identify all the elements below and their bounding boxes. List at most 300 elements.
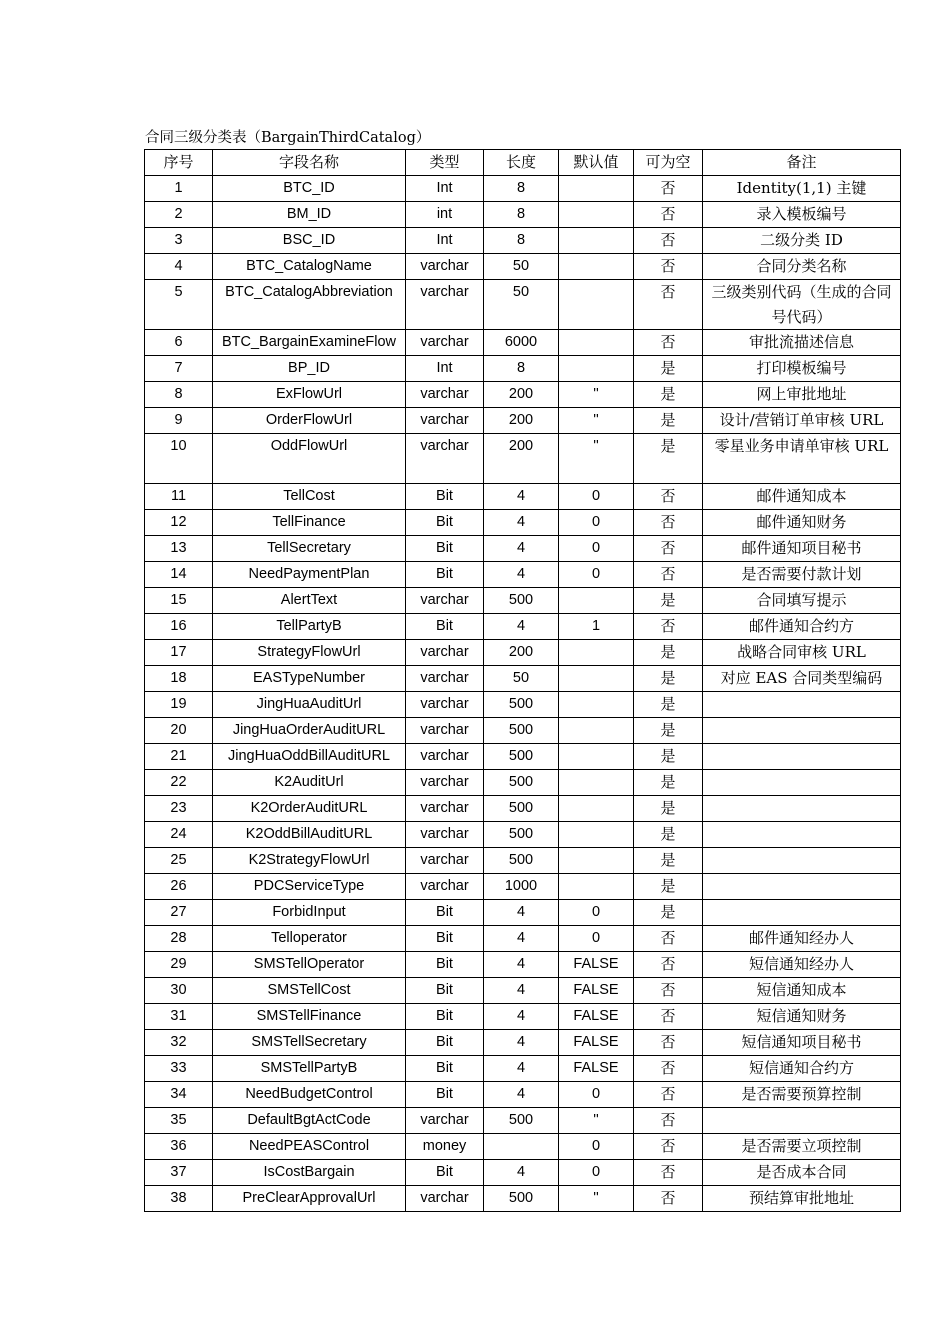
cell-field-name: JingHuaAuditUrl — [213, 692, 406, 718]
cell-nullable: 否 — [634, 1030, 703, 1056]
cell-seq: 26 — [145, 874, 213, 900]
cell-seq: 31 — [145, 1004, 213, 1030]
cell-field-name: DefaultBgtActCode — [213, 1108, 406, 1134]
cell-length: 4 — [484, 1160, 559, 1186]
cell-remark — [703, 770, 901, 796]
cell-default: '' — [559, 408, 634, 434]
cell-seq: 10 — [145, 434, 213, 484]
cell-default: 0 — [559, 562, 634, 588]
cell-field-name: TellFinance — [213, 510, 406, 536]
cell-seq: 28 — [145, 926, 213, 952]
cell-field-name: AlertText — [213, 588, 406, 614]
cell-type: varchar — [406, 874, 484, 900]
cell-field-name: BTC_BargainExamineFlow — [213, 330, 406, 356]
cell-field-name: TellPartyB — [213, 614, 406, 640]
cell-nullable: 否 — [634, 562, 703, 588]
cell-type: Bit — [406, 614, 484, 640]
table-body — [145, 176, 901, 1212]
cell-default — [559, 718, 634, 744]
table-header-row — [145, 150, 901, 176]
cell-length: 500 — [484, 822, 559, 848]
cell-field-name: K2OddBillAuditURL — [213, 822, 406, 848]
cell-field-name: OddFlowUrl — [213, 434, 406, 484]
cell-type: varchar — [406, 330, 484, 356]
cell-type: varchar — [406, 848, 484, 874]
cell-type: Bit — [406, 1056, 484, 1082]
cell-default: '' — [559, 434, 634, 484]
cell-seq: 14 — [145, 562, 213, 588]
cell-length: 200 — [484, 640, 559, 666]
cell-default — [559, 254, 634, 280]
header-nullable: 可为空 — [634, 150, 703, 176]
cell-remark: 对应 EAS 合同类型编码 — [703, 666, 901, 692]
cell-seq: 7 — [145, 356, 213, 382]
cell-nullable: 是 — [634, 356, 703, 382]
cell-length: 500 — [484, 692, 559, 718]
cell-nullable: 否 — [634, 254, 703, 280]
cell-default — [559, 640, 634, 666]
table-row — [145, 666, 901, 692]
cell-remark — [703, 900, 901, 926]
cell-default: '' — [559, 1186, 634, 1212]
cell-default: 0 — [559, 1134, 634, 1160]
cell-nullable: 是 — [634, 796, 703, 822]
cell-type: varchar — [406, 588, 484, 614]
cell-field-name: SMSTellPartyB — [213, 1056, 406, 1082]
cell-type: varchar — [406, 822, 484, 848]
table-row — [145, 900, 901, 926]
cell-seq: 27 — [145, 900, 213, 926]
cell-type: Bit — [406, 926, 484, 952]
cell-field-name: SMSTellOperator — [213, 952, 406, 978]
cell-field-name: BTC_CatalogName — [213, 254, 406, 280]
cell-remark: 审批流描述信息 — [703, 330, 901, 356]
cell-default: FALSE — [559, 952, 634, 978]
cell-seq: 9 — [145, 408, 213, 434]
cell-type: varchar — [406, 1108, 484, 1134]
cell-default: '' — [559, 382, 634, 408]
cell-default — [559, 874, 634, 900]
cell-default — [559, 848, 634, 874]
header-length: 长度 — [484, 150, 559, 176]
cell-length: 4 — [484, 1004, 559, 1030]
cell-default: 0 — [559, 510, 634, 536]
table-row — [145, 280, 901, 330]
cell-remark: 邮件通知项目秘书 — [703, 536, 901, 562]
cell-default — [559, 176, 634, 202]
cell-nullable: 否 — [634, 1186, 703, 1212]
cell-default — [559, 202, 634, 228]
cell-default: 0 — [559, 1160, 634, 1186]
cell-length: 4 — [484, 978, 559, 1004]
cell-field-name: SMSTellCost — [213, 978, 406, 1004]
cell-type: Bit — [406, 1004, 484, 1030]
cell-default: '' — [559, 1108, 634, 1134]
table-row — [145, 588, 901, 614]
table-row — [145, 796, 901, 822]
cell-remark: 短信通知合约方 — [703, 1056, 901, 1082]
table-row — [145, 434, 901, 484]
cell-type: varchar — [406, 280, 484, 330]
cell-type: varchar — [406, 796, 484, 822]
table-row — [145, 510, 901, 536]
table-row — [145, 408, 901, 434]
cell-seq: 3 — [145, 228, 213, 254]
cell-remark: 录入模板编号 — [703, 202, 901, 228]
cell-length: 4 — [484, 900, 559, 926]
cell-nullable: 是 — [634, 408, 703, 434]
table-row — [145, 1082, 901, 1108]
table-caption: 合同三级分类表（BargainThirdCatalog） — [145, 130, 431, 146]
cell-nullable: 否 — [634, 228, 703, 254]
cell-type: Int — [406, 176, 484, 202]
table-row — [145, 848, 901, 874]
cell-type: Bit — [406, 484, 484, 510]
cell-remark: 二级分类 ID — [703, 228, 901, 254]
cell-length: 500 — [484, 744, 559, 770]
cell-seq: 33 — [145, 1056, 213, 1082]
cell-seq: 32 — [145, 1030, 213, 1056]
cell-seq: 23 — [145, 796, 213, 822]
table-row — [145, 176, 901, 202]
cell-field-name: BTC_CatalogAbbreviation — [213, 280, 406, 330]
cell-type: Int — [406, 228, 484, 254]
cell-length: 500 — [484, 1186, 559, 1212]
cell-length: 200 — [484, 408, 559, 434]
cell-type: varchar — [406, 744, 484, 770]
cell-field-name: SMSTellSecretary — [213, 1030, 406, 1056]
cell-length: 8 — [484, 176, 559, 202]
cell-field-name: BP_ID — [213, 356, 406, 382]
cell-field-name: BM_ID — [213, 202, 406, 228]
cell-remark — [703, 692, 901, 718]
cell-type: Bit — [406, 900, 484, 926]
cell-type: Bit — [406, 952, 484, 978]
cell-remark — [703, 1108, 901, 1134]
cell-length: 4 — [484, 1030, 559, 1056]
cell-remark: 三级类别代码（生成的合同号代码） — [703, 280, 901, 330]
cell-seq: 24 — [145, 822, 213, 848]
cell-seq: 6 — [145, 330, 213, 356]
cell-field-name: OrderFlowUrl — [213, 408, 406, 434]
cell-default — [559, 356, 634, 382]
cell-type: Bit — [406, 978, 484, 1004]
cell-type: varchar — [406, 254, 484, 280]
cell-type: varchar — [406, 408, 484, 434]
cell-type: Bit — [406, 1160, 484, 1186]
cell-nullable: 是 — [634, 434, 703, 484]
cell-type: Bit — [406, 1030, 484, 1056]
table-row — [145, 356, 901, 382]
cell-type: Bit — [406, 562, 484, 588]
cell-remark — [703, 822, 901, 848]
cell-remark: 打印模板编号 — [703, 356, 901, 382]
header-type: 类型 — [406, 150, 484, 176]
cell-nullable: 否 — [634, 978, 703, 1004]
table-row — [145, 640, 901, 666]
cell-nullable: 否 — [634, 280, 703, 330]
cell-field-name: NeedBudgetControl — [213, 1082, 406, 1108]
cell-remark: 邮件通知合约方 — [703, 614, 901, 640]
table-row — [145, 330, 901, 356]
cell-remark: 是否需要预算控制 — [703, 1082, 901, 1108]
cell-field-name: SMSTellFinance — [213, 1004, 406, 1030]
cell-default — [559, 588, 634, 614]
cell-seq: 37 — [145, 1160, 213, 1186]
cell-remark: 邮件通知成本 — [703, 484, 901, 510]
cell-default: FALSE — [559, 1004, 634, 1030]
cell-field-name: K2OrderAuditURL — [213, 796, 406, 822]
header-field-name: 字段名称 — [213, 150, 406, 176]
cell-default: 0 — [559, 1082, 634, 1108]
cell-default — [559, 692, 634, 718]
cell-nullable: 否 — [634, 330, 703, 356]
cell-seq: 2 — [145, 202, 213, 228]
cell-remark: 短信通知成本 — [703, 978, 901, 1004]
table-row — [145, 1134, 901, 1160]
cell-remark — [703, 796, 901, 822]
cell-remark: Identity(1,1) 主键 — [703, 176, 901, 202]
cell-seq: 36 — [145, 1134, 213, 1160]
cell-nullable: 是 — [634, 692, 703, 718]
cell-remark: 是否需要付款计划 — [703, 562, 901, 588]
cell-length: 50 — [484, 666, 559, 692]
cell-length — [484, 1134, 559, 1160]
cell-nullable: 是 — [634, 848, 703, 874]
cell-length: 6000 — [484, 330, 559, 356]
cell-type: varchar — [406, 640, 484, 666]
table-row — [145, 692, 901, 718]
cell-nullable: 否 — [634, 952, 703, 978]
cell-type: money — [406, 1134, 484, 1160]
table-row — [145, 770, 901, 796]
cell-remark: 是否成本合同 — [703, 1160, 901, 1186]
cell-nullable: 否 — [634, 614, 703, 640]
table-row — [145, 202, 901, 228]
cell-length: 4 — [484, 1056, 559, 1082]
cell-type: Bit — [406, 510, 484, 536]
cell-default: FALSE — [559, 1030, 634, 1056]
cell-nullable: 是 — [634, 718, 703, 744]
cell-remark: 合同填写提示 — [703, 588, 901, 614]
cell-remark — [703, 848, 901, 874]
cell-seq: 4 — [145, 254, 213, 280]
header-remark: 备注 — [703, 150, 901, 176]
cell-remark: 短信通知经办人 — [703, 952, 901, 978]
cell-default: 1 — [559, 614, 634, 640]
table-row — [145, 978, 901, 1004]
table-row — [145, 744, 901, 770]
cell-remark: 零星业务申请单审核 URL — [703, 434, 901, 484]
table-row — [145, 254, 901, 280]
cell-remark: 短信通知财务 — [703, 1004, 901, 1030]
cell-type: Bit — [406, 1082, 484, 1108]
cell-default — [559, 822, 634, 848]
cell-field-name: NeedPEASControl — [213, 1134, 406, 1160]
table-row — [145, 1108, 901, 1134]
cell-nullable: 是 — [634, 640, 703, 666]
cell-field-name: K2StrategyFlowUrl — [213, 848, 406, 874]
cell-remark: 邮件通知财务 — [703, 510, 901, 536]
table-row — [145, 874, 901, 900]
cell-length: 500 — [484, 718, 559, 744]
cell-nullable: 否 — [634, 926, 703, 952]
cell-type: int — [406, 202, 484, 228]
cell-default — [559, 744, 634, 770]
cell-field-name: BTC_ID — [213, 176, 406, 202]
cell-length: 500 — [484, 796, 559, 822]
cell-seq: 34 — [145, 1082, 213, 1108]
table-row — [145, 1030, 901, 1056]
cell-seq: 30 — [145, 978, 213, 1004]
table-row — [145, 952, 901, 978]
cell-nullable: 否 — [634, 484, 703, 510]
cell-field-name: PreClearApprovalUrl — [213, 1186, 406, 1212]
table-row — [145, 926, 901, 952]
cell-field-name: JingHuaOddBillAuditURL — [213, 744, 406, 770]
cell-nullable: 是 — [634, 382, 703, 408]
cell-field-name: JingHuaOrderAuditURL — [213, 718, 406, 744]
cell-length: 4 — [484, 926, 559, 952]
cell-remark: 合同分类名称 — [703, 254, 901, 280]
cell-field-name: NeedPaymentPlan — [213, 562, 406, 588]
header-default: 默认值 — [559, 150, 634, 176]
cell-field-name: ExFlowUrl — [213, 382, 406, 408]
cell-type: varchar — [406, 1186, 484, 1212]
cell-field-name: EASTypeNumber — [213, 666, 406, 692]
table-row — [145, 484, 901, 510]
cell-default — [559, 280, 634, 330]
cell-remark — [703, 718, 901, 744]
cell-length: 4 — [484, 614, 559, 640]
cell-nullable: 否 — [634, 1082, 703, 1108]
table-row — [145, 1186, 901, 1212]
cell-length: 4 — [484, 536, 559, 562]
cell-length: 4 — [484, 510, 559, 536]
cell-type: varchar — [406, 434, 484, 484]
cell-remark: 设计/营销订单审核 URL — [703, 408, 901, 434]
cell-remark: 预结算审批地址 — [703, 1186, 901, 1212]
cell-nullable: 是 — [634, 744, 703, 770]
cell-remark: 是否需要立项控制 — [703, 1134, 901, 1160]
table-row — [145, 1056, 901, 1082]
cell-length: 500 — [484, 848, 559, 874]
cell-default: FALSE — [559, 978, 634, 1004]
cell-nullable: 是 — [634, 822, 703, 848]
cell-default: 0 — [559, 536, 634, 562]
cell-length: 8 — [484, 356, 559, 382]
cell-remark — [703, 874, 901, 900]
cell-nullable: 否 — [634, 1056, 703, 1082]
table-row — [145, 1004, 901, 1030]
cell-nullable: 否 — [634, 510, 703, 536]
table-row — [145, 562, 901, 588]
cell-nullable: 否 — [634, 176, 703, 202]
table-row — [145, 718, 901, 744]
cell-field-name: StrategyFlowUrl — [213, 640, 406, 666]
cell-remark — [703, 744, 901, 770]
cell-seq: 17 — [145, 640, 213, 666]
cell-field-name: Telloperator — [213, 926, 406, 952]
cell-length: 8 — [484, 228, 559, 254]
cell-remark: 短信通知项目秘书 — [703, 1030, 901, 1056]
cell-default — [559, 228, 634, 254]
cell-seq: 13 — [145, 536, 213, 562]
cell-nullable: 否 — [634, 1134, 703, 1160]
cell-type: varchar — [406, 666, 484, 692]
cell-seq: 29 — [145, 952, 213, 978]
cell-type: Bit — [406, 536, 484, 562]
cell-default: 0 — [559, 484, 634, 510]
cell-nullable: 否 — [634, 202, 703, 228]
cell-length: 4 — [484, 562, 559, 588]
cell-nullable: 否 — [634, 1108, 703, 1134]
cell-seq: 38 — [145, 1186, 213, 1212]
cell-length: 1000 — [484, 874, 559, 900]
cell-length: 200 — [484, 382, 559, 408]
cell-seq: 15 — [145, 588, 213, 614]
table-row — [145, 1160, 901, 1186]
cell-field-name: PDCServiceType — [213, 874, 406, 900]
cell-nullable: 否 — [634, 1160, 703, 1186]
cell-length: 50 — [484, 280, 559, 330]
cell-default — [559, 770, 634, 796]
cell-remark: 网上审批地址 — [703, 382, 901, 408]
cell-seq: 20 — [145, 718, 213, 744]
cell-type: varchar — [406, 770, 484, 796]
cell-seq: 5 — [145, 280, 213, 330]
cell-seq: 21 — [145, 744, 213, 770]
cell-seq: 25 — [145, 848, 213, 874]
cell-field-name: TellCost — [213, 484, 406, 510]
cell-default: 0 — [559, 900, 634, 926]
cell-nullable: 是 — [634, 666, 703, 692]
cell-seq: 22 — [145, 770, 213, 796]
cell-remark: 邮件通知经办人 — [703, 926, 901, 952]
field-definition-table — [144, 149, 901, 1212]
cell-nullable: 否 — [634, 536, 703, 562]
table-row — [145, 536, 901, 562]
cell-seq: 19 — [145, 692, 213, 718]
cell-length: 50 — [484, 254, 559, 280]
table-row — [145, 614, 901, 640]
cell-length: 4 — [484, 1082, 559, 1108]
cell-type: varchar — [406, 382, 484, 408]
cell-seq: 1 — [145, 176, 213, 202]
cell-field-name: IsCostBargain — [213, 1160, 406, 1186]
cell-default — [559, 796, 634, 822]
cell-seq: 12 — [145, 510, 213, 536]
cell-nullable: 是 — [634, 770, 703, 796]
cell-length: 4 — [484, 484, 559, 510]
table-row — [145, 228, 901, 254]
cell-default: 0 — [559, 926, 634, 952]
table-row — [145, 382, 901, 408]
cell-nullable: 是 — [634, 900, 703, 926]
cell-nullable: 否 — [634, 1004, 703, 1030]
cell-field-name: K2AuditUrl — [213, 770, 406, 796]
cell-seq: 11 — [145, 484, 213, 510]
table-row — [145, 822, 901, 848]
cell-length: 500 — [484, 588, 559, 614]
cell-seq: 8 — [145, 382, 213, 408]
cell-nullable: 是 — [634, 588, 703, 614]
cell-type: varchar — [406, 692, 484, 718]
cell-default — [559, 666, 634, 692]
header-seq: 序号 — [145, 150, 213, 176]
cell-field-name: ForbidInput — [213, 900, 406, 926]
cell-type: varchar — [406, 718, 484, 744]
